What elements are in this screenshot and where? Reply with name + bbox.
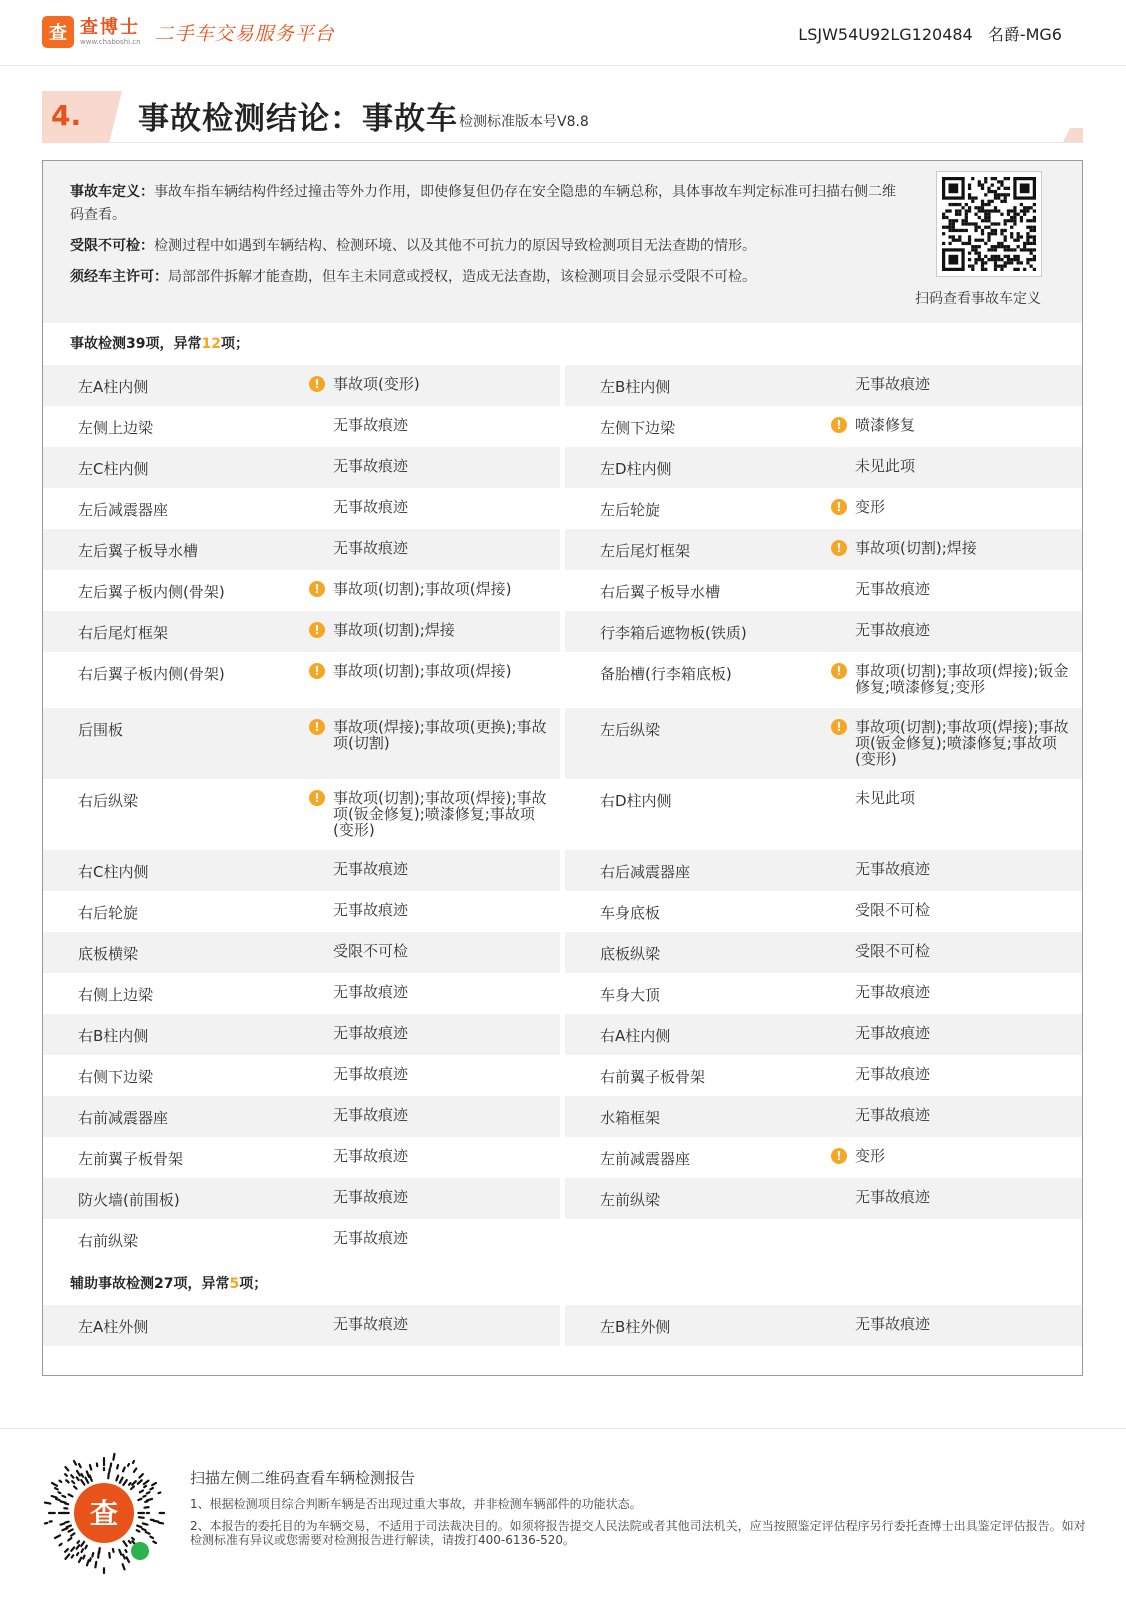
item-cell — [43, 1219, 560, 1260]
page-header — [0, 0, 1126, 66]
table-row — [43, 1219, 1082, 1260]
vehicle-info — [788, 22, 1062, 45]
accident-report-panel — [42, 160, 1083, 1376]
logo-slogan: 二手车交易服务平台 — [154, 22, 335, 45]
item-result: 事故项(焊接);事故项(更换);事故项(切割) — [333, 718, 547, 752]
section-header — [42, 91, 1083, 143]
item-cell — [43, 1096, 560, 1137]
vehicle-model: 名爵-MG6 — [987, 25, 1062, 44]
item-label: 右后尾灯框架 — [78, 624, 169, 642]
exclamation-circle-icon: ! — [831, 540, 847, 556]
item-label: 左后轮旋 — [600, 501, 661, 519]
accident-group-title: 事故检测39项，异常12项； — [70, 336, 249, 352]
item-result: 无事故痕迹 — [333, 1315, 409, 1333]
item-result: 无事故痕迹 — [855, 1315, 931, 1333]
item-cell — [565, 1014, 1082, 1055]
item-label: 左A柱内侧 — [78, 378, 149, 396]
item-cell — [565, 1096, 1082, 1137]
item-cell — [43, 406, 560, 447]
item-label: 左B柱外侧 — [600, 1318, 671, 1336]
item-cell — [565, 406, 1082, 447]
item-label: 水箱框架 — [600, 1109, 661, 1127]
table-row — [43, 779, 1082, 850]
item-label: 右后翼子板导水槽 — [600, 583, 721, 601]
item-label: 防火墙(前围板) — [78, 1191, 180, 1209]
qr-code-icon — [942, 177, 1036, 271]
item-label: 左后纵梁 — [600, 721, 661, 739]
item-label: 左后翼子板内侧(骨架) — [78, 583, 225, 601]
item-label: 左侧下边梁 — [600, 419, 676, 437]
footer-title: 扫描左侧二维码查看车辆检测报告 — [190, 1469, 416, 1487]
table-row — [43, 891, 1082, 932]
item-cell — [43, 611, 560, 652]
item-result: 无事故痕迹 — [333, 1229, 409, 1247]
item-label: 左B柱内侧 — [600, 378, 671, 396]
table-row — [43, 932, 1082, 973]
item-label: 右侧下边梁 — [78, 1068, 154, 1086]
table-row — [43, 1055, 1082, 1096]
exclamation-circle-icon: ! — [309, 790, 325, 806]
exclamation-circle-icon: ! — [309, 376, 325, 392]
item-cell — [565, 447, 1082, 488]
logo-name: 查博士 — [80, 16, 140, 38]
item-result: 无事故痕迹 — [333, 1024, 409, 1042]
item-cell — [43, 529, 560, 570]
item-cell — [43, 488, 560, 529]
item-result: 变形 — [855, 498, 886, 516]
item-cell — [43, 1055, 560, 1096]
item-cell — [565, 611, 1082, 652]
exclamation-circle-icon: ! — [309, 622, 325, 638]
item-label: 左后减震器座 — [78, 501, 169, 519]
item-cell — [43, 891, 560, 932]
item-cell — [43, 652, 560, 708]
item-cell — [565, 1178, 1082, 1219]
table-row — [43, 611, 1082, 652]
logo-badge-icon: 查 — [42, 16, 74, 48]
section-number: 4. — [51, 99, 82, 132]
item-cell — [565, 652, 1082, 708]
item-label: 右后轮旋 — [78, 904, 139, 922]
table-row — [43, 406, 1082, 447]
item-result: 无事故痕迹 — [333, 1106, 409, 1124]
item-result: 无事故痕迹 — [333, 1188, 409, 1206]
item-cell — [565, 850, 1082, 891]
item-cell — [565, 1055, 1082, 1096]
report-mini-program-code[interactable] — [42, 1451, 166, 1575]
item-result: 无事故痕迹 — [855, 860, 931, 878]
item-label: 右前翼子板骨架 — [600, 1068, 706, 1086]
item-result: 事故项(变形) — [333, 375, 420, 393]
footer-note: 1、根据检测项目综合判断车辆是否出现过重大事故，并非检测车辆部件的功能状态。 — [190, 1497, 642, 1511]
item-cell — [43, 1014, 560, 1055]
item-result: 无事故痕迹 — [855, 580, 931, 598]
item-result: 无事故痕迹 — [855, 1065, 931, 1083]
standard-version: 检测标准版本号V8.8 — [459, 114, 589, 130]
table-row — [43, 1305, 1082, 1346]
item-label: 左C柱内侧 — [78, 460, 149, 478]
page-footer — [0, 1428, 1126, 1600]
item-result: 事故项(切割);焊接 — [333, 621, 455, 639]
item-cell — [565, 708, 1082, 779]
table-row — [43, 1096, 1082, 1137]
exclamation-circle-icon: ! — [309, 719, 325, 735]
item-result: 受限不可检 — [855, 942, 931, 960]
item-result: 喷漆修复 — [855, 416, 916, 434]
item-result: 事故项(切割);事故项(焊接);钣金修复;喷漆修复;变形 — [855, 662, 1069, 696]
item-label: 行李箱后遮物板(铁质) — [600, 624, 747, 642]
item-cell — [43, 708, 560, 779]
item-result: 无事故痕迹 — [855, 1188, 931, 1206]
item-result: 无事故痕迹 — [333, 860, 409, 878]
item-cell — [43, 850, 560, 891]
item-result: 事故项(切割);焊接 — [855, 539, 977, 557]
item-cell — [43, 1178, 560, 1219]
item-label: 左侧上边梁 — [78, 419, 154, 437]
table-row — [43, 365, 1082, 406]
item-cell — [43, 570, 560, 611]
item-label: 左A柱外侧 — [78, 1318, 149, 1336]
item-cell — [565, 570, 1082, 611]
item-cell — [565, 932, 1082, 973]
exclamation-circle-icon: ! — [831, 663, 847, 679]
item-result: 无事故痕迹 — [333, 498, 409, 516]
item-result: 事故项(切割);事故项(焊接);事故项(钣金修复);喷漆修复;事故项(变形) — [333, 789, 547, 839]
item-result: 未见此项 — [855, 457, 916, 475]
brand-logo — [42, 16, 335, 48]
item-cell — [43, 973, 560, 1014]
item-result: 变形 — [855, 1147, 886, 1165]
table-row — [43, 652, 1082, 708]
item-cell — [565, 488, 1082, 529]
table-row — [43, 973, 1082, 1014]
item-result: 无事故痕迹 — [333, 539, 409, 557]
item-result: 无事故痕迹 — [333, 416, 409, 434]
item-label: 备胎槽(行李箱底板) — [600, 665, 732, 683]
aux-items-table — [43, 1305, 1082, 1346]
exclamation-circle-icon: ! — [309, 663, 325, 679]
table-row — [43, 850, 1082, 891]
item-label: 底板横梁 — [78, 945, 139, 963]
aux-abnormal-count: 5 — [229, 1276, 240, 1292]
item-label: 右后翼子板内侧(骨架) — [78, 665, 225, 683]
item-label: 左后翼子板导水槽 — [78, 542, 199, 560]
item-label: 右后减震器座 — [600, 863, 691, 881]
footer-note: 2、本报告的委托目的为车辆交易，不适用于司法裁决目的。如须将报告提交人民法院或者其他司法机关，应当按照鉴定评估程序另行委托查博士出具鉴定评估报告。如对检测标准有异议或您需要对检测报告进行解读，请拨打400-6136-520。 — [190, 1519, 1086, 1547]
item-label: 车身底板 — [600, 904, 661, 922]
definitions-list — [70, 181, 900, 297]
definition-accident-car: 事故车定义：事故车指车辆结构件经过撞击等外力作用，即使修复但仍存在安全隐患的车辆总称，具体事故车判定标准可扫描右侧二维码查看。 — [70, 184, 896, 223]
abnormal-count: 12 — [201, 336, 221, 352]
item-cell — [43, 447, 560, 488]
logo-url: www.chaboshi.cn — [80, 37, 141, 46]
item-cell — [43, 365, 560, 406]
item-label: 左前减震器座 — [600, 1150, 691, 1168]
item-label: 车身大顶 — [600, 986, 661, 1004]
definition-owner-permission: 须经车主许可：局部部件拆解才能查勘，但车主未同意或授权，造成无法查勘，该检测项目会显示受限不可检。 — [70, 269, 756, 285]
item-result: 无事故痕迹 — [855, 375, 931, 393]
item-label: 右B柱内侧 — [78, 1027, 149, 1045]
definitions-block — [43, 161, 1082, 323]
table-row — [43, 488, 1082, 529]
item-label: 右前减震器座 — [78, 1109, 169, 1127]
logo-text — [80, 18, 141, 47]
mini-program-qr-icon — [42, 1451, 166, 1575]
item-cell — [565, 891, 1082, 932]
exclamation-circle-icon: ! — [309, 581, 325, 597]
item-result: 无事故痕迹 — [333, 1065, 409, 1083]
item-result: 受限不可检 — [855, 901, 931, 919]
item-cell — [43, 1305, 560, 1346]
item-label: 右前纵梁 — [78, 1232, 139, 1250]
definition-restricted: 受限不可检：检测过程中如遇到车辆结构、检测环境、以及其他不可抗力的原因导致检测项目无法查勘的情形。 — [70, 238, 756, 254]
item-result: 无事故痕迹 — [855, 1106, 931, 1124]
item-cell — [565, 1137, 1082, 1178]
item-label: 左后尾灯框架 — [600, 542, 691, 560]
table-row — [43, 570, 1082, 611]
item-label: 左D柱内侧 — [600, 460, 672, 478]
item-cell — [565, 779, 1082, 850]
table-row — [43, 1014, 1082, 1055]
item-cell — [565, 1219, 1082, 1260]
item-label: 左前翼子板骨架 — [78, 1150, 184, 1168]
item-label: 右后纵梁 — [78, 792, 139, 810]
section-title: 事故检测结论：事故车 — [138, 101, 458, 137]
table-row — [43, 1137, 1082, 1178]
exclamation-circle-icon: ! — [831, 719, 847, 735]
item-result: 无事故痕迹 — [333, 457, 409, 475]
table-row — [43, 708, 1082, 779]
accident-items-table — [43, 365, 1082, 1260]
item-label: 底板纵梁 — [600, 945, 661, 963]
item-cell — [43, 1137, 560, 1178]
item-label: 左前纵梁 — [600, 1191, 661, 1209]
aux-group-title: 辅助事故检测27项，异常5项； — [70, 1276, 268, 1292]
item-result: 无事故痕迹 — [855, 1024, 931, 1042]
exclamation-circle-icon: ! — [831, 499, 847, 515]
item-cell — [43, 932, 560, 973]
item-label: 后围板 — [78, 721, 124, 739]
item-result: 无事故痕迹 — [855, 621, 931, 639]
exclamation-circle-icon: ! — [831, 1148, 847, 1164]
item-cell — [43, 779, 560, 850]
item-label: 右C柱内侧 — [78, 863, 149, 881]
item-cell — [565, 1305, 1082, 1346]
table-row — [43, 529, 1082, 570]
footer-notes — [190, 1497, 1090, 1555]
definition-qr-code[interactable] — [936, 171, 1042, 277]
item-result: 无事故痕迹 — [333, 1147, 409, 1165]
svg-text:查: 查 — [89, 1497, 119, 1530]
item-result: 事故项(切割);事故项(焊接) — [333, 580, 512, 598]
item-result: 事故项(切割);事故项(焊接);事故项(钣金修复);喷漆修复;事故项(变形) — [855, 718, 1069, 768]
exclamation-circle-icon: ! — [831, 417, 847, 433]
vin-number: LSJW54U92LG120484 — [798, 25, 973, 44]
section-corner-decoration — [1063, 128, 1083, 142]
item-result: 受限不可检 — [333, 942, 409, 960]
table-row — [43, 447, 1082, 488]
item-result: 无事故痕迹 — [333, 901, 409, 919]
item-result: 未见此项 — [855, 789, 916, 807]
table-row — [43, 1178, 1082, 1219]
item-label: 右侧上边梁 — [78, 986, 154, 1004]
item-cell — [565, 973, 1082, 1014]
item-result: 事故项(切割);事故项(焊接) — [333, 662, 512, 680]
item-result: 无事故痕迹 — [855, 983, 931, 1001]
item-label: 右D柱内侧 — [600, 792, 672, 810]
item-cell — [565, 365, 1082, 406]
item-label: 右A柱内侧 — [600, 1027, 671, 1045]
qr-caption: 扫码查看事故车定义 — [915, 291, 1041, 307]
item-result: 无事故痕迹 — [333, 983, 409, 1001]
item-cell — [565, 529, 1082, 570]
